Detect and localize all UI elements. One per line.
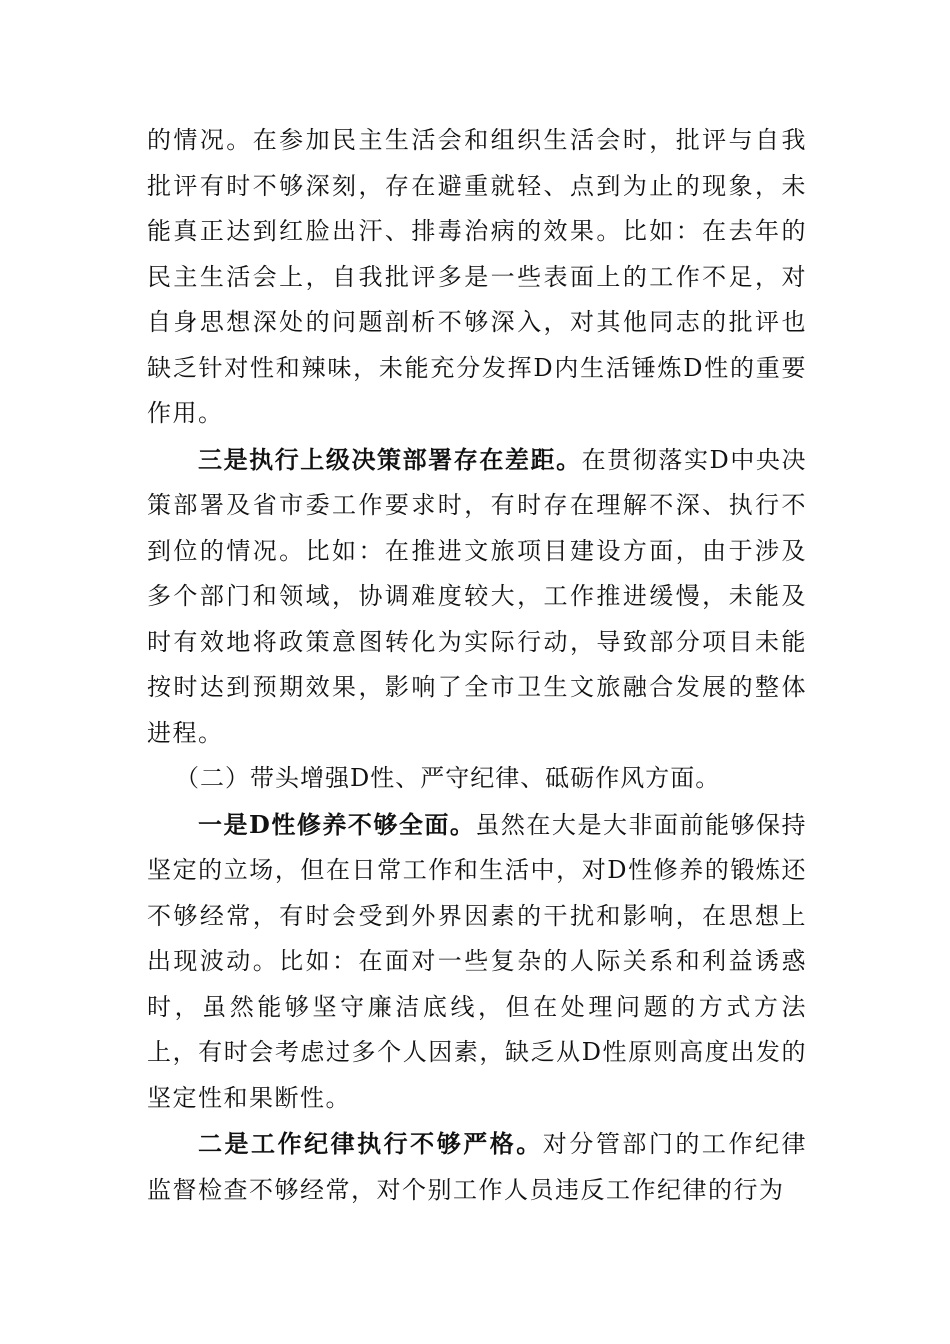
section-heading: （二）带头增强D性、严守纪律、砥砺作风方面。 [175, 764, 721, 792]
paragraph-lead: 二是工作纪律执行不够严格。 [198, 1129, 543, 1158]
document-body [147, 118, 807, 1213]
paragraph-text: 在贯彻落实D中央决策部署及省市委工作要求时，有时存在理解不深、执行不到位的情况。比如：在推进文旅项目建设方面，由于涉及多个部门和领域，协调难度较大，工作推进缓慢，未能及时有效地将政策意图转化为实际行动，导致部分项目未能按时达到预期效果，影响了全市卫生文旅融合发展的整体进程。 [147, 445, 807, 747]
paragraph-lead: 三是执行上级决策部署存在差距。 [198, 444, 582, 474]
paragraph-criticism [147, 118, 807, 437]
paragraph-text: 虽然在大是大非面前能够保持坚定的立场，但在日常工作和生活中，对D性修养的锻炼还不够经常，有时会受到外界因素的干扰和影响，在思想上出现波动。比如：在面对一些复杂的人际关系和利益诱惑时，虽然能够坚守廉洁底线，但在处理问题的方式方法上，有时会考虑过多个人因素，缺乏从D性原则高度出发的坚定性和果断性。 [147, 810, 808, 1112]
paragraph-lead: 一是D性修养不够全面。 [198, 809, 476, 839]
paragraph-text: 对分管部门的工作纪律监督检查不够经常，对个别工作人员违反工作纪律的行为 [147, 1130, 808, 1204]
paragraph-work-discipline [147, 1121, 807, 1213]
paragraph-party-cultivation [147, 802, 807, 1122]
paragraph-text: 的情况。在参加民主生活会和组织生活会时，批评与自我批评有时不够深刻，存在避重就轻、点到为止的现象，未能真正达到红脸出汗、排毒治病的效果。比如：在去年的民主生活会上，自我批评多是一些表面上的工作不足，对自身思想深处的问题剖析不够深入，对其他同志的批评也缺乏针对性和辣味，未能充分发挥D内生活锤炼D性的重要作用。 [147, 126, 807, 427]
paragraph-decision-gap [147, 437, 807, 757]
